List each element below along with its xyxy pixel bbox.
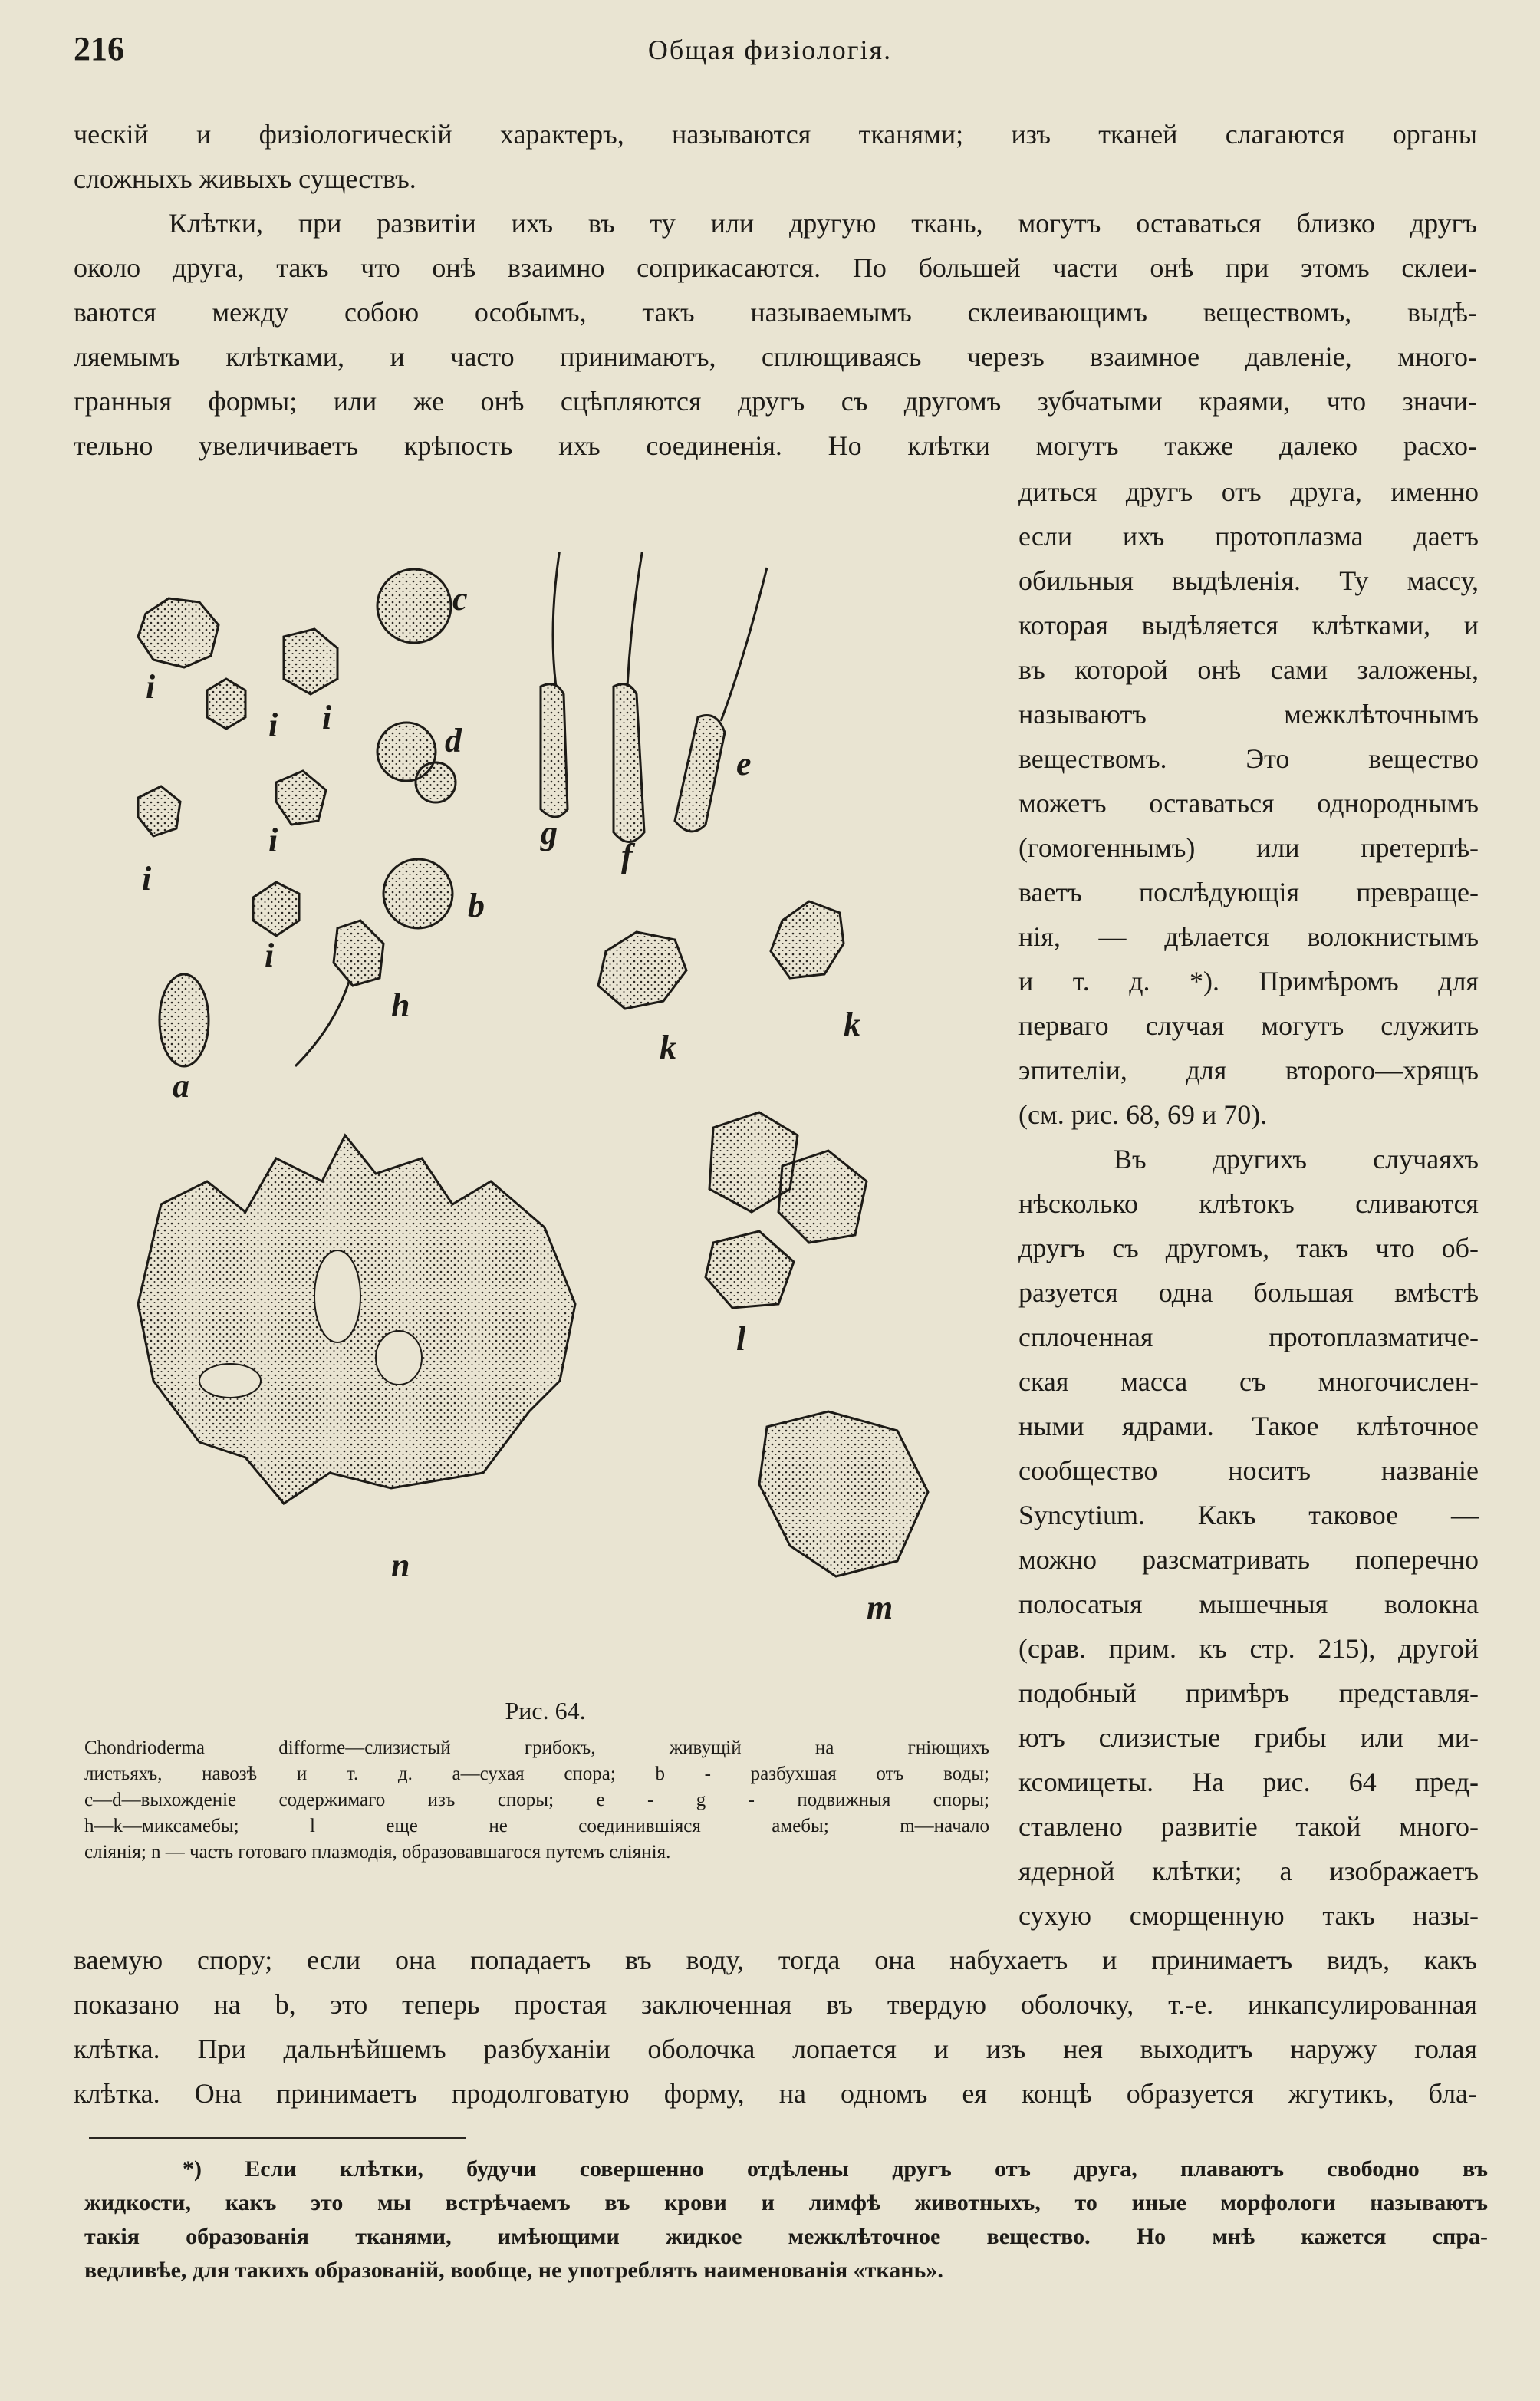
column-line: которая выдѣляется клѣтками, и: [1018, 610, 1479, 641]
text-line: ваются между собою особымъ, такъ называемымъ склеивающимъ веществомъ, выдѣ-: [74, 297, 1477, 328]
caption-line: Chondrioderma difforme—слизистый грибокъ, живущій на гніющихъ: [84, 1737, 989, 1758]
text-line: показано на b, это теперь простая заключенная въ твердую оболочку, т.-е. инкапсулированная: [74, 1989, 1477, 2020]
text-line: ческій и физіологическій характеръ, называются тканями; изъ тканей слагаются органы: [74, 119, 1477, 150]
column-line: эпителіи, для второго—хрящъ: [1018, 1055, 1479, 1085]
text-line: тельно увеличиваетъ крѣпость ихъ соединенія. Но клѣтки могутъ также далеко расхо-: [74, 430, 1477, 461]
figure-label-i: i: [265, 937, 275, 974]
footnote-line: *) Если клѣтки, будучи совершенно отдѣлены другъ отъ друга, плаваютъ свободно въ: [183, 2156, 1488, 2182]
column-line: ксомицеты. На рис. 64 пред-: [1018, 1767, 1479, 1797]
column-line: обильныя выдѣленія. Ту массу,: [1018, 565, 1479, 596]
column-line: сообщество носитъ названіе: [1018, 1455, 1479, 1486]
text-line: ляемымъ клѣтками, и часто принимаютъ, сплющиваясь черезъ взаимное давленіе, много-: [74, 341, 1477, 372]
footnote-line: жидкости, какъ это мы встрѣчаемъ въ крови и лимфѣ животныхъ, то иные морфологи называютъ: [84, 2190, 1488, 2215]
caption-line: h—k—миксамебы; l еще не соединившіяся амебы; m—начало: [84, 1816, 989, 1836]
column-line: разуется одна большая вмѣстѣ: [1018, 1277, 1479, 1308]
column-line: (гомогеннымъ) или претерпѣ-: [1018, 832, 1479, 863]
column-line: ставлено развитіе такой много-: [1018, 1811, 1479, 1842]
column-line: другъ съ другомъ, такъ что об-: [1018, 1233, 1479, 1263]
figure-illustration: [115, 552, 1005, 1626]
column-line: нѣсколько клѣтокъ сливаются: [1018, 1188, 1479, 1219]
figure-label-h: h: [391, 986, 410, 1024]
figure-label-n: n: [391, 1546, 410, 1584]
text-line: ваемую спору; если она попадаетъ въ воду, тогда она набухаетъ и принимаетъ видъ, какъ: [74, 1945, 1477, 1975]
footnote-rule: [89, 2137, 466, 2139]
column-line: Syncytium. Какъ таковое —: [1018, 1500, 1479, 1530]
column-line: Въ другихъ случаяхъ: [1114, 1144, 1479, 1174]
column-line: (см. рис. 68, 69 и 70).: [1018, 1099, 1268, 1130]
running-title: Общая физіологія.: [647, 35, 893, 65]
column-line: въ которой онѣ сами заложены,: [1018, 654, 1479, 685]
text-line: клѣтка. Она принимаетъ продолговатую форму, на одномъ ея концѣ образуется жгутикъ, бла-: [74, 2078, 1477, 2109]
column-line: сплоченная протоплазматиче-: [1018, 1322, 1479, 1352]
column-line: ваетъ послѣдующія превраще-: [1018, 877, 1479, 907]
caption-line: c—d—выхожденіе содержимаго изъ споры; e - g - подвижныя споры;: [84, 1790, 989, 1810]
text-line: сложныхъ живыхъ существъ.: [74, 163, 416, 194]
column-line: ютъ слизистые грибы или ми-: [1018, 1722, 1479, 1753]
figure-label-c: c: [452, 580, 468, 618]
figure-label-k: k: [660, 1029, 676, 1066]
column-line: (срав. прим. къ стр. 215), другой: [1018, 1633, 1479, 1664]
caption-line: листьяхъ, навозѣ и т. д. a—сухая спора; b - разбухшая отъ воды;: [84, 1764, 989, 1784]
figure-label-d: d: [445, 722, 462, 759]
figure-label-k: k: [844, 1006, 860, 1043]
column-line: полосатыя мышечныя волокна: [1018, 1589, 1479, 1619]
figure-label-f: f: [621, 837, 633, 874]
figure-label-m: m: [867, 1589, 893, 1626]
page-number: 216: [74, 30, 124, 68]
column-line: можно разсматривать поперечно: [1018, 1544, 1479, 1575]
column-line: перваго случая могутъ служить: [1018, 1010, 1479, 1041]
figure-label-i: i: [146, 668, 156, 706]
figure-label-a: a: [173, 1067, 189, 1105]
column-line: ными ядрами. Такое клѣточное: [1018, 1411, 1479, 1441]
column-line: ская масса съ многочислен-: [1018, 1366, 1479, 1397]
figure-label-l: l: [736, 1320, 746, 1358]
column-line: нія, — дѣлается волокнистымъ: [1018, 921, 1479, 952]
figure-label-i: i: [142, 860, 152, 897]
figure-label-e: e: [736, 745, 752, 782]
text-line: около друга, такъ что онѣ взаимно соприкасаются. По большей части онѣ при этомъ склеи-: [74, 252, 1477, 283]
text-line: Клѣтки, при развитіи ихъ въ ту или другую ткань, могутъ оставаться близко другъ: [169, 208, 1477, 239]
column-line: подобный примѣръ представля-: [1018, 1678, 1479, 1708]
figure-label-i: i: [268, 706, 278, 744]
figure-label-b: b: [468, 887, 485, 924]
figure-label-i: i: [322, 699, 332, 736]
caption-line: сліянія; n — часть готоваго плазмодія, образовавшагося путемъ сліянія.: [84, 1842, 671, 1863]
column-line: и т. д. *). Примѣромъ для: [1018, 966, 1479, 996]
figure-label-i: i: [268, 822, 278, 859]
column-line: если ихъ протоплазма даетъ: [1018, 521, 1479, 552]
footnote-line: ведливѣе, для такихъ образованій, вообще, не употреблять наименованія «ткань».: [84, 2258, 943, 2283]
footnote-line: такія образованія тканями, имѣющими жидкое межклѣточное вещество. Но мнѣ кажется спра-: [84, 2224, 1488, 2249]
column-line: диться другъ отъ друга, именно: [1018, 476, 1479, 507]
text-line: гранныя формы; или же онѣ сцѣпляются другъ съ другомъ зубчатыми краями, что значи-: [74, 386, 1477, 417]
column-line: веществомъ. Это вещество: [1018, 743, 1479, 774]
column-line: можетъ оставаться однороднымъ: [1018, 788, 1479, 818]
figure-label-g: g: [541, 814, 558, 851]
column-line: ядерной клѣтки; a изображаетъ: [1018, 1856, 1479, 1886]
column-line: сухую сморщенную такъ назы-: [1018, 1900, 1479, 1931]
figure-title: Рис. 64.: [505, 1697, 586, 1724]
text-line: клѣтка. При дальнѣйшемъ разбуханіи оболочка лопается и изъ нея выходитъ наружу голая: [74, 2034, 1477, 2064]
column-line: называютъ межклѣточнымъ: [1018, 699, 1479, 730]
